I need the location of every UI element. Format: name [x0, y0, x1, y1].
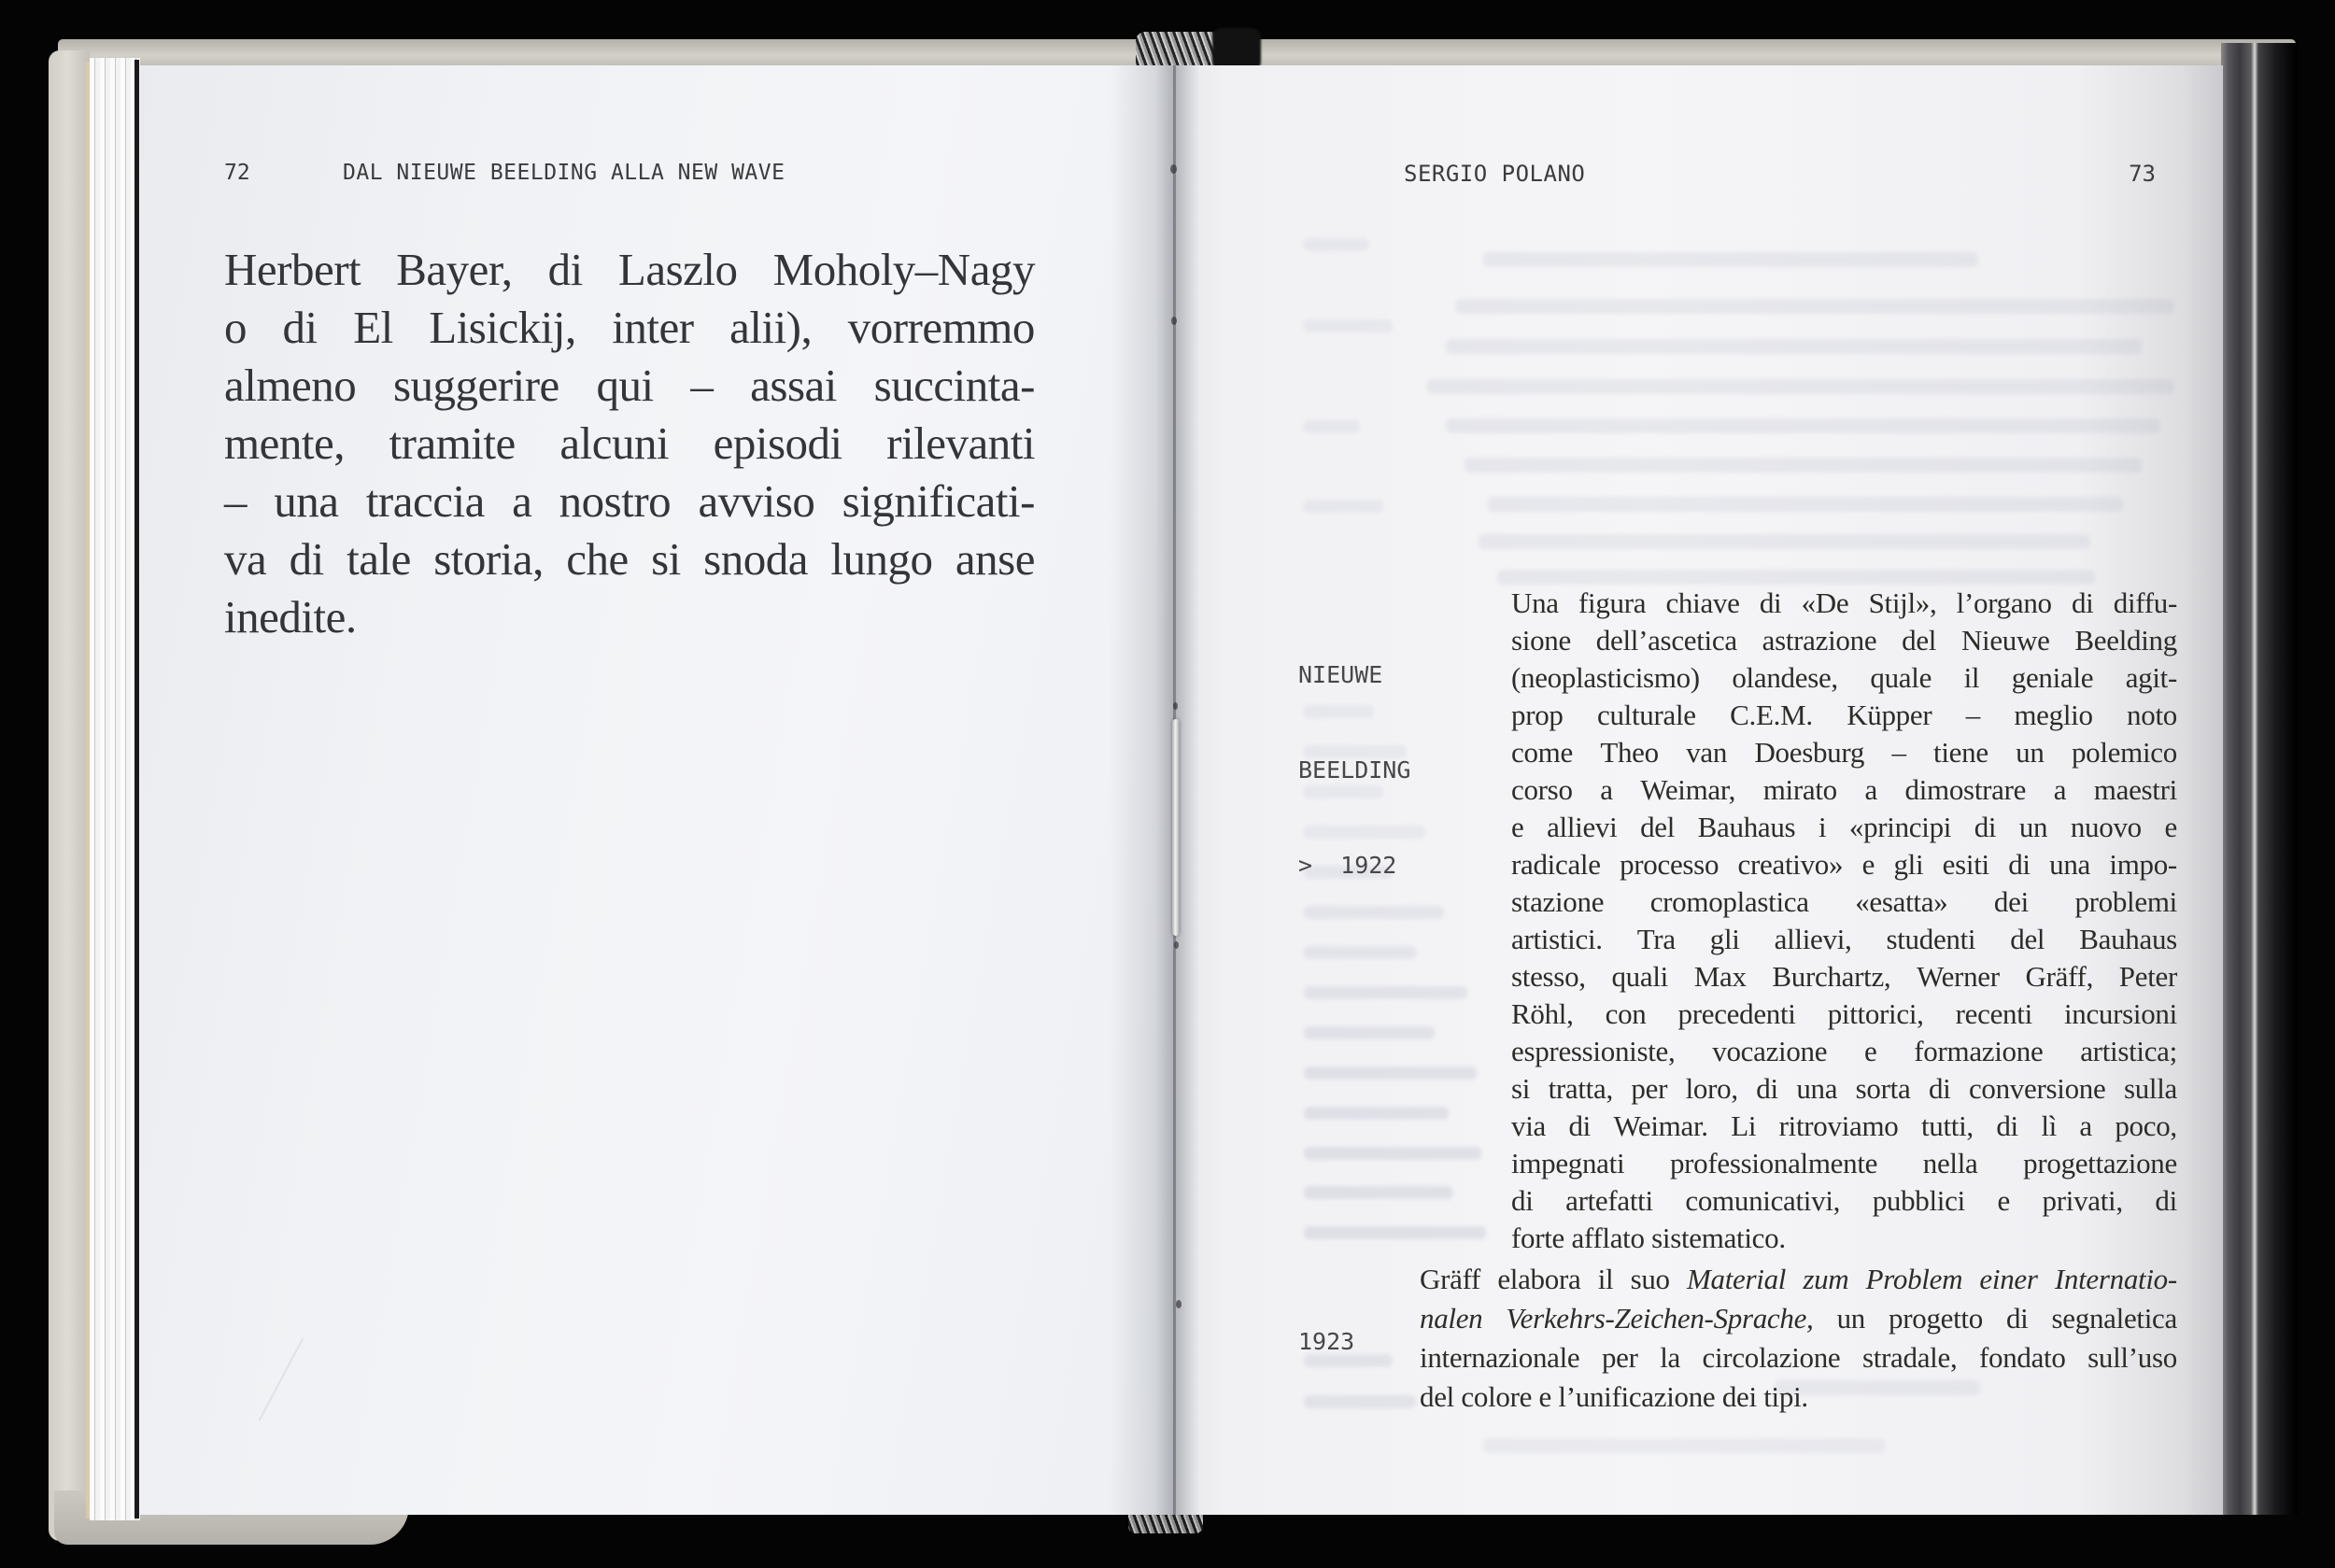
body-line: radicale processo creativo» e gli esiti di una impo- [1511, 848, 2177, 881]
show-through-fragment [1304, 1107, 1449, 1120]
show-through-fragment [1483, 1438, 1885, 1453]
page-stack-dark-edge [134, 60, 139, 1519]
show-through-fragment [1304, 500, 1383, 513]
show-through-fragment [1304, 319, 1393, 332]
body-line: Herbert Bayer, di Laszlo Moholy–Nagy [224, 244, 1035, 295]
show-through-fragment [1304, 986, 1467, 999]
show-through-line [1446, 339, 2142, 354]
show-through-fragment [1304, 1186, 1453, 1199]
body-line: internazionale per la circolazione stradale, fondato sull’uso [1420, 1341, 2177, 1374]
right-page [1175, 65, 2223, 1515]
show-through-fragment [1304, 1067, 1477, 1080]
show-through-line [1465, 458, 2142, 473]
body-line: mente, tramite alcuni episodi rilevanti [224, 417, 1035, 469]
show-through-line [1488, 497, 2123, 512]
show-through-line [1455, 299, 2174, 314]
entry-1923-paragraph [1420, 1260, 2177, 1417]
running-header-right: SERGIO POLANO [1404, 161, 1586, 187]
show-through-fragment [1304, 1026, 1435, 1039]
gutter-shadow-left [1110, 65, 1175, 1515]
margin-label-line: BEELDING [1298, 756, 1411, 784]
stitch-dot [1176, 1300, 1182, 1308]
body-line: almeno suggerire qui – assai succinta- [224, 360, 1035, 411]
show-through-fragment [1304, 1147, 1481, 1160]
body-line: stazione cromoplastica «esatta» dei problemi [1511, 885, 2177, 918]
book-cover-left-edge [49, 50, 90, 1541]
show-through-line [1497, 570, 2095, 585]
binding-thread [1172, 719, 1180, 936]
running-header-left: DAL NIEUWE BEELDING ALLA NEW WAVE [343, 161, 785, 185]
left-page-stack-edges [90, 58, 140, 1520]
stitch-dot [1171, 317, 1177, 325]
left-page [140, 65, 1175, 1515]
body-line: – una traccia a nostro avviso significati- [224, 475, 1035, 527]
body-line: Röhl, con precedenti pittorici, recenti incursioni [1511, 997, 2177, 1030]
body-line: forte afflato sistematico. [1511, 1222, 1786, 1254]
body-line: prop culturale C.E.M. Küpper – meglio noto [1511, 699, 2177, 731]
stitch-dot [1174, 941, 1179, 949]
body-line: come Theo van Doesburg – tiene un polemico [1511, 736, 2177, 769]
body-line: va di tale storia, che si snoda lungo anse [224, 533, 1035, 585]
body-line: del colore e l’unificazione dei tipi. [1420, 1380, 1808, 1413]
margin-label-1923 [1298, 1263, 1354, 1421]
body-line: (neoplasticismo) olandese, quale il geniale agit- [1511, 661, 2177, 694]
paper-scratch [259, 1337, 304, 1420]
show-through-line [1427, 379, 2174, 394]
show-through-fragment [1304, 420, 1360, 433]
margin-label-1922 [1298, 596, 1410, 945]
body-line: stesso, quali Max Burchartz, Werner Gräff, Peter [1511, 960, 2177, 993]
show-through-fragment [1304, 238, 1369, 251]
margin-label-line: > 1922 [1298, 852, 1397, 879]
body-line: inedite. [224, 591, 357, 643]
margin-label-line: NIEUWE [1298, 661, 1383, 688]
margin-label-line: 1923 [1298, 1328, 1355, 1355]
show-through-line [1479, 534, 2090, 549]
show-through-line [1483, 252, 1978, 267]
body-line: corso a Weimar, mirato a dimostrare a maestri [1511, 773, 2177, 806]
left-paragraph [224, 241, 1035, 646]
stitch-dot [1173, 702, 1178, 710]
body-line: e allievi del Bauhaus i «principi di un nuovo e [1511, 811, 2177, 843]
body-line: Gräff elabora il suo Material zum Problem einer Internatio- [1420, 1263, 2177, 1295]
body-line: impegnati professionalmente nella progettazione [1511, 1147, 2177, 1180]
show-through-line [1446, 418, 2160, 433]
show-through-fragment [1304, 946, 1416, 959]
body-line: o di El Lisickij, inter alii), vorremmo [224, 302, 1035, 353]
body-line: Una figura chiave di «De Stijl», l’organo di diffu- [1511, 586, 2177, 619]
body-line: di artefatti comunicativi, pubblici e privati, di [1511, 1184, 2177, 1217]
body-line: sione dell’ascetica astrazione del Nieuwe Beelding [1511, 624, 2177, 657]
body-line: espressioniste, vocazione e formazione artistica; [1511, 1035, 2177, 1067]
stitch-dot [1170, 164, 1177, 174]
body-line: si tratta, per loro, di una sorta di conversione sulla [1511, 1072, 2177, 1105]
show-through-fragment [1304, 1226, 1486, 1239]
body-line: nalen Verkehrs-Zeichen-Sprache, un progetto di segnaletica [1420, 1302, 2177, 1335]
page-number-right: 73 [2129, 161, 2156, 187]
body-line: artistici. Tra gli allievi, studenti del Bauhaus [1511, 923, 2177, 955]
page-number-left: 72 [224, 161, 250, 185]
body-line: via di Weimar. Li ritroviamo tutti, di lì a poco, [1511, 1109, 2177, 1142]
entry-1922-paragraph [1511, 585, 2177, 1257]
right-fore-edge [2221, 43, 2298, 1515]
